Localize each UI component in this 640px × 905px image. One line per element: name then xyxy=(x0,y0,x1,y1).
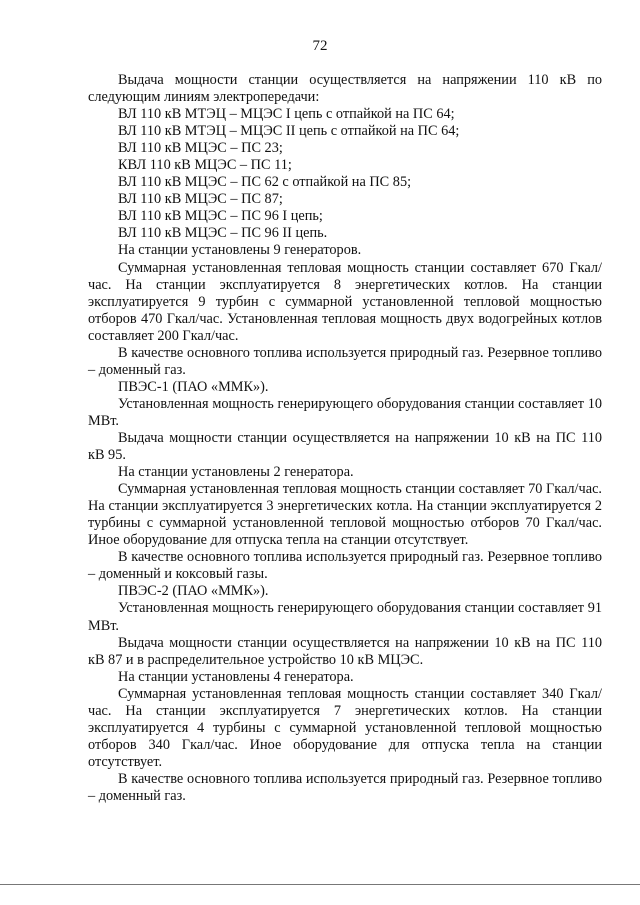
paragraph-thermal-capacity-pves-2: Суммарная установленная тепловая мощность станции составляет 340 Гкал/час. На станции эксплуатируется 7 энергетических котлов. На станции эксплуатируется 4 турбины с суммарной установленной тепловой мощностью отборов 340 Гкал/час. Иное оборудование для отпуска тепла на станции отсутствует. xyxy=(88,685,602,770)
section-heading-pves-2: ПВЭС-2 (ПАО «ММК»). xyxy=(118,583,269,600)
section-heading-pves-1: ПВЭС-1 (ПАО «ММК»). xyxy=(118,378,269,395)
paragraph-power-output-110kv: Выдача мощности станции осуществляется на напряжении 110 кВ по следующим линиям электропередачи: xyxy=(88,72,602,106)
line-item-mces-ps62: ВЛ 110 кВ МЦЭС – ПС 62 с отпайкой на ПС 85; xyxy=(118,174,412,191)
paragraph-fuel-1: В качестве основного топлива используется природный газ. Резервное топливо – доменный газ. xyxy=(88,344,602,378)
page-body xyxy=(88,72,602,805)
line-item-mces-ps23: ВЛ 110 кВ МЦЭС – ПС 23; xyxy=(118,140,283,157)
paragraph-generators-count-pves-1: На станции установлены 2 генератора. xyxy=(118,464,354,481)
line-item-mtec-mces-1: ВЛ 110 кВ МТЭЦ – МЦЭС I цепь с отпайкой на ПС 64; xyxy=(118,106,455,123)
paragraph-installed-capacity-pves-1: Установленная мощность генерирующего оборудования станции составляет 10 МВт. xyxy=(88,395,602,429)
line-item-mces-ps96-1: ВЛ 110 кВ МЦЭС – ПС 96 I цепь; xyxy=(118,208,323,225)
paragraph-power-output-pves-1: Выдача мощности станции осуществляется на напряжении 10 кВ на ПС 110 кВ 95. xyxy=(88,429,602,464)
paragraph-thermal-capacity-pves-1: Суммарная установленная тепловая мощность станции составляет 70 Гкал/час. На станции эксплуатируется 3 энергетических котла. На станции эксплуатируется 2 турбины с суммарной установленной тепловой мощностью отборов 70 Гкал/час. Иное оборудование для отпуска тепла на станции отсутствует. xyxy=(88,481,602,549)
paragraph-fuel-pves-2: В качестве основного топлива используется природный газ. Резервное топливо – доменный газ. xyxy=(88,770,602,804)
paragraph-generators-count-1: На станции установлены 9 генераторов. xyxy=(118,242,362,259)
paragraph-generators-count-pves-2: На станции установлены 4 генератора. xyxy=(118,668,354,685)
line-item-kvl-mces-ps11: КВЛ 110 кВ МЦЭС – ПС 11; xyxy=(118,157,292,174)
line-item-mces-ps96-2: ВЛ 110 кВ МЦЭС – ПС 96 II цепь. xyxy=(118,225,328,242)
paragraph-thermal-capacity-1: Суммарная установленная тепловая мощность станции составляет 670 Гкал/час. На станции эксплуатируется 8 энергетических котлов. На станции эксплуатируется 9 турбин с суммарной установленной тепловой мощностью отборов 470 Гкал/час. Установленная тепловая мощность двух водогрейных котлов составляет 200 Гкал/час. xyxy=(88,259,602,344)
paragraph-installed-capacity-pves-2: Установленная мощность генерирующего оборудования станции составляет 91 МВт. xyxy=(88,600,602,634)
paragraph-fuel-pves-1: В качестве основного топлива используется природный газ. Резервное топливо – доменный и коксовый газы. xyxy=(88,549,602,583)
line-item-mces-ps87: ВЛ 110 кВ МЦЭС – ПС 87; xyxy=(118,191,283,208)
page-number: 72 xyxy=(312,38,328,54)
bottom-rule xyxy=(0,884,640,885)
line-item-mtec-mces-2: ВЛ 110 кВ МТЭЦ – МЦЭС II цепь с отпайкой на ПС 64; xyxy=(118,123,460,140)
paragraph-power-output-pves-2: Выдача мощности станции осуществляется на напряжении 10 кВ на ПС 110 кВ 87 и в распределительное устройство 10 кВ МЦЭС. xyxy=(88,634,602,668)
